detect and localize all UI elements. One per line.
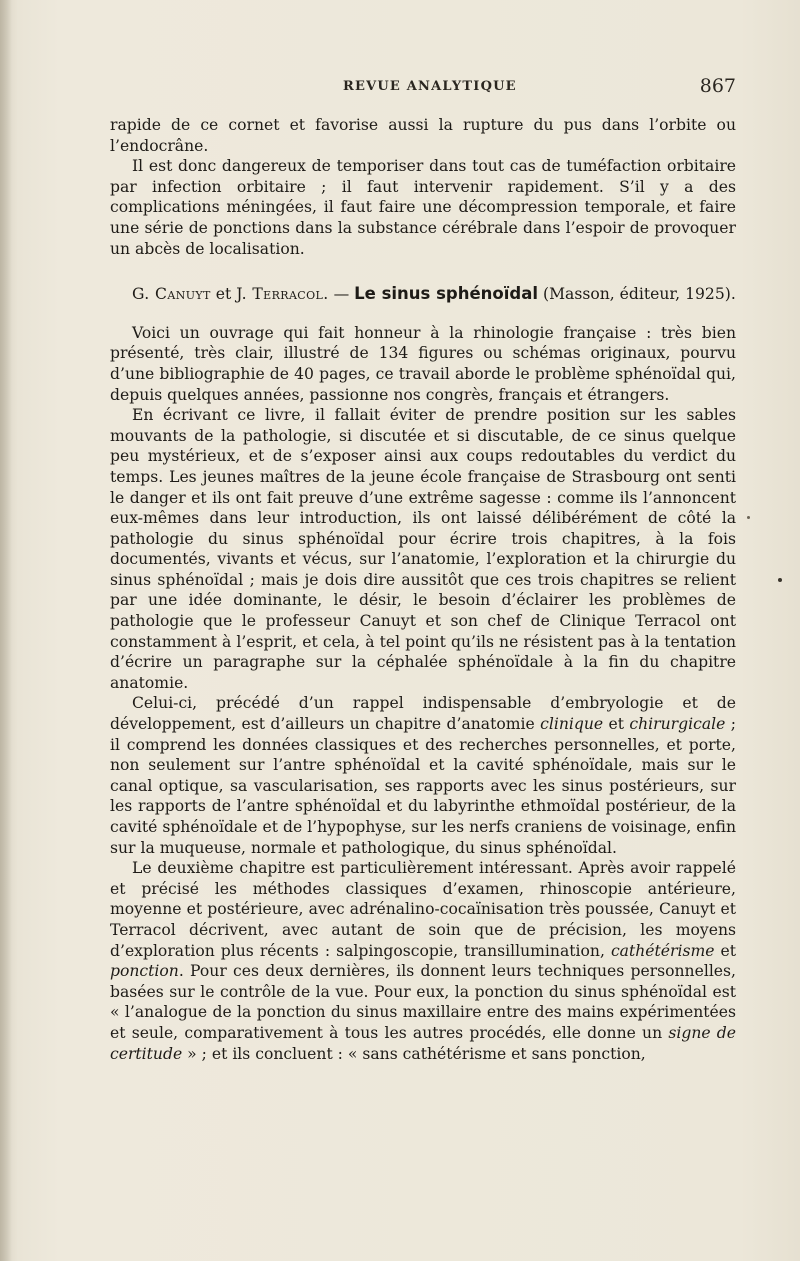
anatomy-text-b: ; il comprend les données classiques et des recherches personnelles, et porte, non seulement sur l’antre sphénoïdal et la cavité sphénoïdale, mais sur le canal optique, sa vascularisation, ses rapports avec les sinus postérieurs, sur les rapports de l’antre sphénoïdal et du labyrinthe ethmoïdal postérieur, de la cavité sphénoïdale et de l’hypophyse, sur les nerfs craniens de voisinage, enfin sur la muqueuse, normale et pathologique, du sinus sphénoïdal.	[110, 715, 736, 857]
exploration-text-a: Le deuxième chapitre est particulièrement intéressant. Après avoir rappelé et précisé les méthodes classiques d’examen, rhinoscopie antérieure, moyenne et postérieure, avec adrénalino-cocaïnisation très poussée, Canuyt et Terracol décrivent, avec autant de soin que de précision, les moyens d’exploration plus récents : salpingoscopie, transillumination,	[110, 859, 736, 960]
emph-chirurgicale: chirurgicale	[629, 715, 726, 734]
margin-speck	[747, 516, 750, 519]
anatomy-et: et	[603, 715, 630, 734]
page-header	[110, 77, 736, 101]
ref-and: et	[210, 285, 237, 304]
article-body	[110, 115, 736, 1064]
exploration-text-c: » ; et ils concluent : « sans cathétérisme et sans ponction,	[182, 1044, 646, 1063]
paragraph-introduction: Voici un ouvrage qui fait honneur à la rhinologie française : très bien présenté, très clair, illustré de 134 figures ou schémas originaux, pourvu d’une bibliographie de 40 pages, ce travail aborde le problème sphénoïdal qui, depuis quelques années, passionne nos congrès, français et étrangers.	[110, 323, 736, 404]
book-title: Le sinus sphénoïdal	[354, 284, 539, 304]
exploration-text-b: . Pour ces deux dernières, ils donnent leurs techniques personnelles, basées sur le contrôle de la vue. Pour eux, la ponction du sinus sphénoïdal est « l’analogue de la ponction du sinus maxillaire entre des mains expérimentées et seule, comparativement à tous les autres procédés, elle donne un	[110, 962, 736, 1042]
review-reference	[110, 284, 736, 305]
paragraph-pathology: En écrivant ce livre, il fallait éviter de prendre position sur les sables mouvants de la pathologie, si discutée et si discutable, de ce sinus quelque peu mystérieux, et de s’exposer ainsi aux coups redoutables du verdict du temps. Les jeunes maîtres de la jeune école française de Strasbourg ont senti le danger et ils ont fait preuve d’une extrême sagesse : comme ils l’annoncent eux-mêmes dans leur introduction, ils ont laissé délibérément de côté la pathologie du sinus sphénoïdal pour écrire trois chapitres, à la fois documentés, vivants et vécus, sur l’anatomie, l’exploration et la chirurgie du sinus sphénoïdal ; mais je dois dire aussitôt que ces trois chapitres se relient par une idée dominante, le désir, le besoin d’éclairer les problèmes de pathologie que le professeur Canuyt et son chef de Clinique Terracol ont constamment à l’esprit, et cela, à tel point qu’ils ne résistent pas à la tentation d’écrire un paragraphe sur la céphalée sphénoïdale à la fin du chapitre anatomie.	[110, 406, 736, 692]
author-terracol: J. Terracol.	[236, 285, 329, 304]
book-publisher: (Masson, éditeur, 1925).	[538, 285, 736, 304]
paragraph-exploration	[110, 858, 736, 1064]
binding-edge	[0, 0, 12, 1261]
ref-dash: —	[328, 285, 355, 304]
paragraph-anatomy	[110, 693, 736, 858]
running-head: REVUE ANALYTIQUE	[343, 79, 517, 94]
emph-ponction: ponction	[110, 962, 179, 981]
emph-catheterisme: cathétérisme	[610, 941, 715, 960]
emph-clinique: clinique	[540, 715, 604, 734]
paragraph-orbital-infection: Il est donc dangereux de temporiser dans tout cas de tuméfaction orbitaire par infection orbitaire ; il faut intervenir rapidement. S’il y a des complications méningées, il faut faire une décompression temporale, et faire une série de ponctions dans la substance cérébrale dans l’espoir de provoquer un abcès de localisation.	[110, 157, 736, 258]
exploration-et: et	[714, 941, 736, 960]
emph-signe-certitude: signe de certitude	[110, 1023, 736, 1063]
page-number: 867	[699, 75, 736, 97]
author-canuyt: G. Canuyt	[132, 285, 211, 304]
anatomy-text-a: Celui-ci, précédé d’un rappel indispensable d’embryologie et de développement, est d’ailleurs un chapitre d’anatomie	[110, 694, 736, 734]
paragraph-continuation: rapide de ce cornet et favorise aussi la rupture du pus dans l’orbite ou l’endocrâne.	[110, 116, 736, 155]
margin-speck	[778, 578, 782, 582]
